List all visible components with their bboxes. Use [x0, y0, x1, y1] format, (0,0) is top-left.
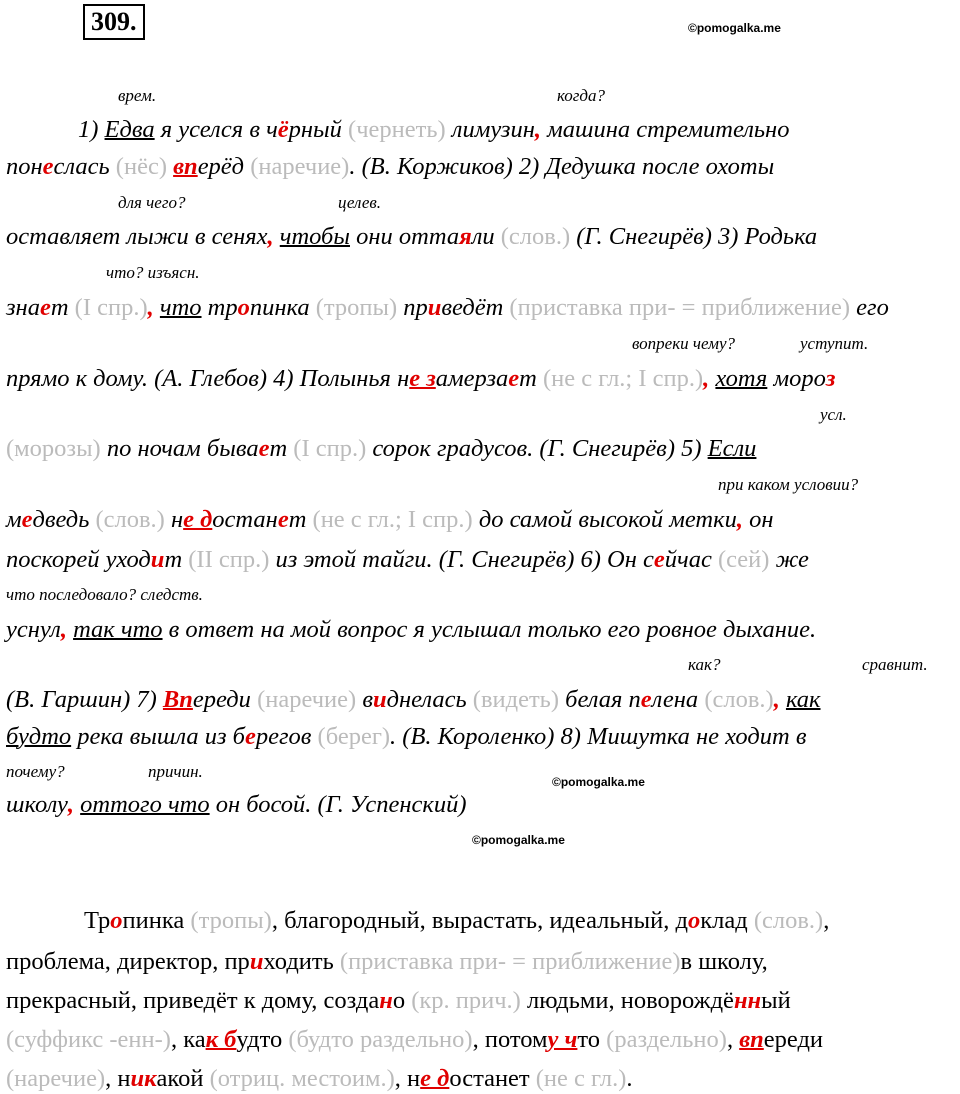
annotation: при каком условии?: [718, 475, 859, 494]
text-line: школу, оттого что он босой. (Г. Успенский): [6, 791, 467, 818]
hint: (кр. прич.): [411, 987, 521, 1014]
annotation: целев.: [338, 193, 382, 212]
text-line: проблема, директор, приходить (приставка при- = приближение)в школу,: [6, 948, 768, 975]
hint: (слов.): [704, 686, 774, 713]
hint: (не с гл.; I спр.): [543, 365, 704, 392]
annotation: вопреки чему?: [632, 334, 736, 353]
text-line: будто река вышла из берегов (берег). (В. Короленко) 8) Мишутка не ходит в: [6, 723, 807, 750]
annotation: сравнит.: [862, 655, 928, 674]
annotation: что последовало? следств.: [6, 585, 203, 604]
annotation: уступит.: [800, 334, 869, 353]
hint: (тропы): [315, 294, 398, 321]
hint: (наречие): [250, 153, 350, 180]
hint: (отриц. местоим.): [209, 1065, 395, 1092]
hint: (слов.): [753, 907, 824, 934]
hint: (чернеть): [348, 116, 446, 143]
text-line: Тропинка (тропы), благородный, вырастать, идеальный, доклад (слов.),: [84, 907, 830, 934]
annotation: врем.: [118, 86, 157, 105]
text-line: оставляет лыжи в сенях, чтобы они оттаяли (слов.) (Г. Снегирёв) 3) Родька: [6, 223, 818, 250]
hint: (морозы): [6, 435, 101, 462]
annotation: что? изъясн.: [106, 263, 200, 282]
text-line: понеслась (нёс) вперёд (наречие). (В. Коржиков) 2) Дедушка после охоты: [6, 153, 775, 180]
hint: (нёс): [115, 153, 167, 180]
hint: (наречие): [6, 1065, 106, 1092]
text-line: (суффикс -енн-), как будто (будто раздельно), потому что (раздельно), впереди: [6, 1026, 824, 1053]
hint: (I спр.): [293, 435, 367, 462]
hint: (будто раздельно): [288, 1026, 473, 1053]
hint: (наречие): [257, 686, 357, 713]
text-line: прямо к дому. (А. Глебов) 4) Полынья не замерзает (не с гл.; I спр.), хотя мороз: [6, 365, 836, 392]
text-line: (В. Гаршин) 7) Впереди (наречие) виднелась (видеть) белая пелена (слов.), как: [6, 686, 821, 713]
text-line: уснул, так что в ответ на мой вопрос я услышал только его ровное дыхание.: [6, 616, 817, 643]
watermark: ©pomogalka.me: [688, 21, 781, 35]
hint: (приставка при- = приближение): [339, 948, 681, 975]
hint: (II спр.): [188, 546, 270, 573]
watermark: ©pomogalka.me: [472, 833, 565, 847]
hint: (приставка при- = приближение): [509, 294, 851, 321]
text-line: (наречие), никакой (отриц. местоим.), не достанет (не с гл.).: [6, 1065, 633, 1092]
text-line: поскорей уходит (II спр.) из этой тайги. (Г. Снегирёв) 6) Он сейчас (сей) же: [6, 546, 809, 573]
hint: (сей): [717, 546, 770, 573]
annotation: как?: [688, 655, 721, 674]
hint: (слов.): [95, 506, 165, 533]
hint: (слов.): [500, 223, 571, 250]
annotation: почему?: [6, 762, 65, 781]
annotation: для чего?: [118, 193, 186, 212]
task-number: 309.: [83, 4, 145, 40]
annotation: причин.: [148, 762, 203, 781]
watermark: ©pomogalka.me: [552, 775, 645, 789]
hint: (тропы): [190, 907, 272, 934]
text-line: (морозы) по ночам бывает (I спр.) сорок градусов. (Г. Снегирёв) 5) Если: [6, 435, 757, 462]
hint: (суффикс -енн-): [6, 1026, 171, 1053]
hint: (видеть): [472, 686, 560, 713]
text-line: знает (I спр.), что тропинка (тропы) приведёт (приставка при- = приближение) его: [6, 294, 889, 321]
hint: (не с гл.; I спр.): [312, 506, 473, 533]
text-line: прекрасный, приведёт к дому, создано (кр. прич.) людьми, новорождённый: [6, 987, 791, 1014]
text-line: 1) Едва я уселся в чёрный (чернеть) лимузин, машина стремительно: [78, 116, 790, 143]
annotation: когда?: [557, 86, 606, 105]
text-line: медведь (слов.) не достанет (не с гл.; I спр.) до самой высокой метки, он: [6, 506, 774, 533]
annotation: усл.: [820, 405, 847, 424]
hint: (раздельно): [606, 1026, 727, 1053]
hint: (не с гл.): [535, 1065, 627, 1092]
hint: (берег): [317, 723, 391, 750]
hint: (I спр.): [74, 294, 148, 321]
